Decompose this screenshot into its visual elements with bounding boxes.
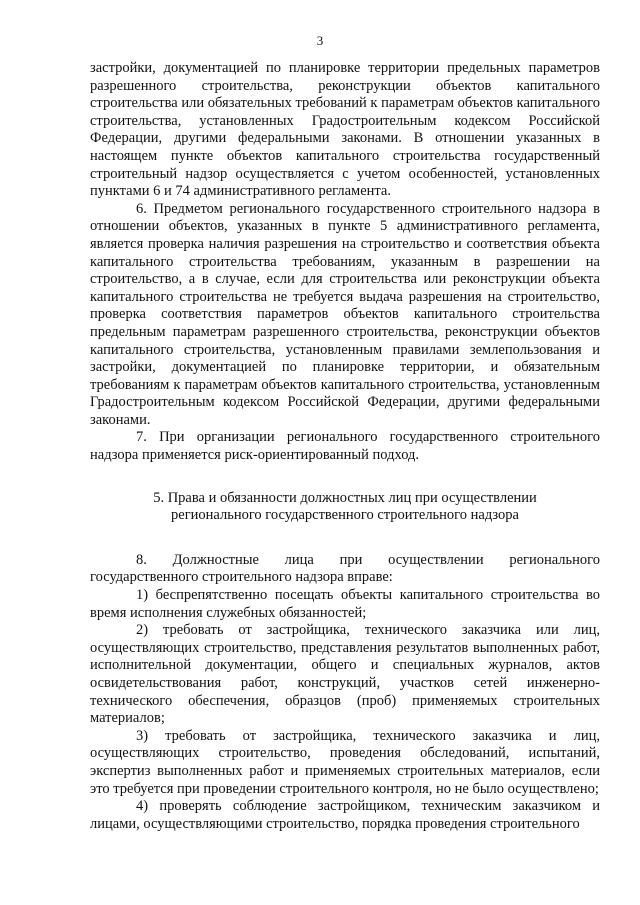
section-heading (110, 490, 580, 525)
list-item-1: 1) беспрепятственно посещать объекты капитального строительства во время исполнения служебных обязанностей; (90, 587, 600, 621)
section-heading-line-1: 5. Права и обязанности должностных лиц при осуществлении (153, 489, 537, 506)
document-body (90, 60, 600, 833)
section-heading-line-2: регионального государственного строительного надзора (171, 507, 519, 524)
paragraph-item-8: 8. Должностные лица при осуществлении регионального государственного строительного надзора вправе: (90, 551, 600, 586)
paragraph-item-7: 7. При организации регионального государственного строительного надзора применяется риск-ориентированный подход. (90, 429, 600, 464)
list-item-2: 2) требовать от застройщика, технического заказчика или лиц, осуществляющих строительство, представления результатов выполненных работ, исполнительной документации, общего и специальных журналов, актов освидетельствования работ, конструкций, участков сетей инженерно-технического обеспечения, образцов (проб) применяемых строительных материалов; (90, 622, 600, 727)
page-number: 3 (316, 33, 324, 48)
paragraph-item-6: 6. Предметом регионального государственного строительного надзора в отношении объектов, указанных в пункте 5 административного регламента, является проверка наличия разрешения на строительство и соответствия объекта капитального строительства требованиям, указанным в разрешении на строительство, а в случае, если для строительства или реконструкции объекта капитального строительства не требуется выдача разрешения на строительство, проверка соответствия параметров объектов капитального строительства предельным параметрам разрешенного строительства, реконструкции объектов капитального строительства, установленным правилами землепользования и застройки, документацией по планировке территории, и обязательным требованиям к параметрам объектов капитального строительства, установленным Градостроительным кодексом Российской Федерации, другими федеральными законами. (90, 200, 600, 428)
paragraph-continuation: застройки, документацией по планировке территории предельных параметров разрешенного строительства, реконструкции объектов капитального строительства или обязательных требований к параметрам объектов капитального строительства, установленных Градостроительным кодексом Российской Федерации, другими федеральными законами. В отношении указанных в настоящем пункте объектов капитального строительства государственный строительный надзор осуществляется с учетом особенностей, установленных пунктами 6 и 74 административного регламента. (90, 60, 600, 200)
list-item-3: 3) требовать от застройщика, технического заказчика и лиц, осуществляющих строительство, проведения обследований, испытаний, экспертиз выполненных работ и применяемых строительных материалов, если это требуется при проведении строительного контроля, но не было осуществлено; (90, 727, 600, 797)
list-item-4: 4) проверять соблюдение застройщиком, техническим заказчиком и лицами, осуществляющими строительство, порядка проведения строительного (90, 798, 600, 832)
